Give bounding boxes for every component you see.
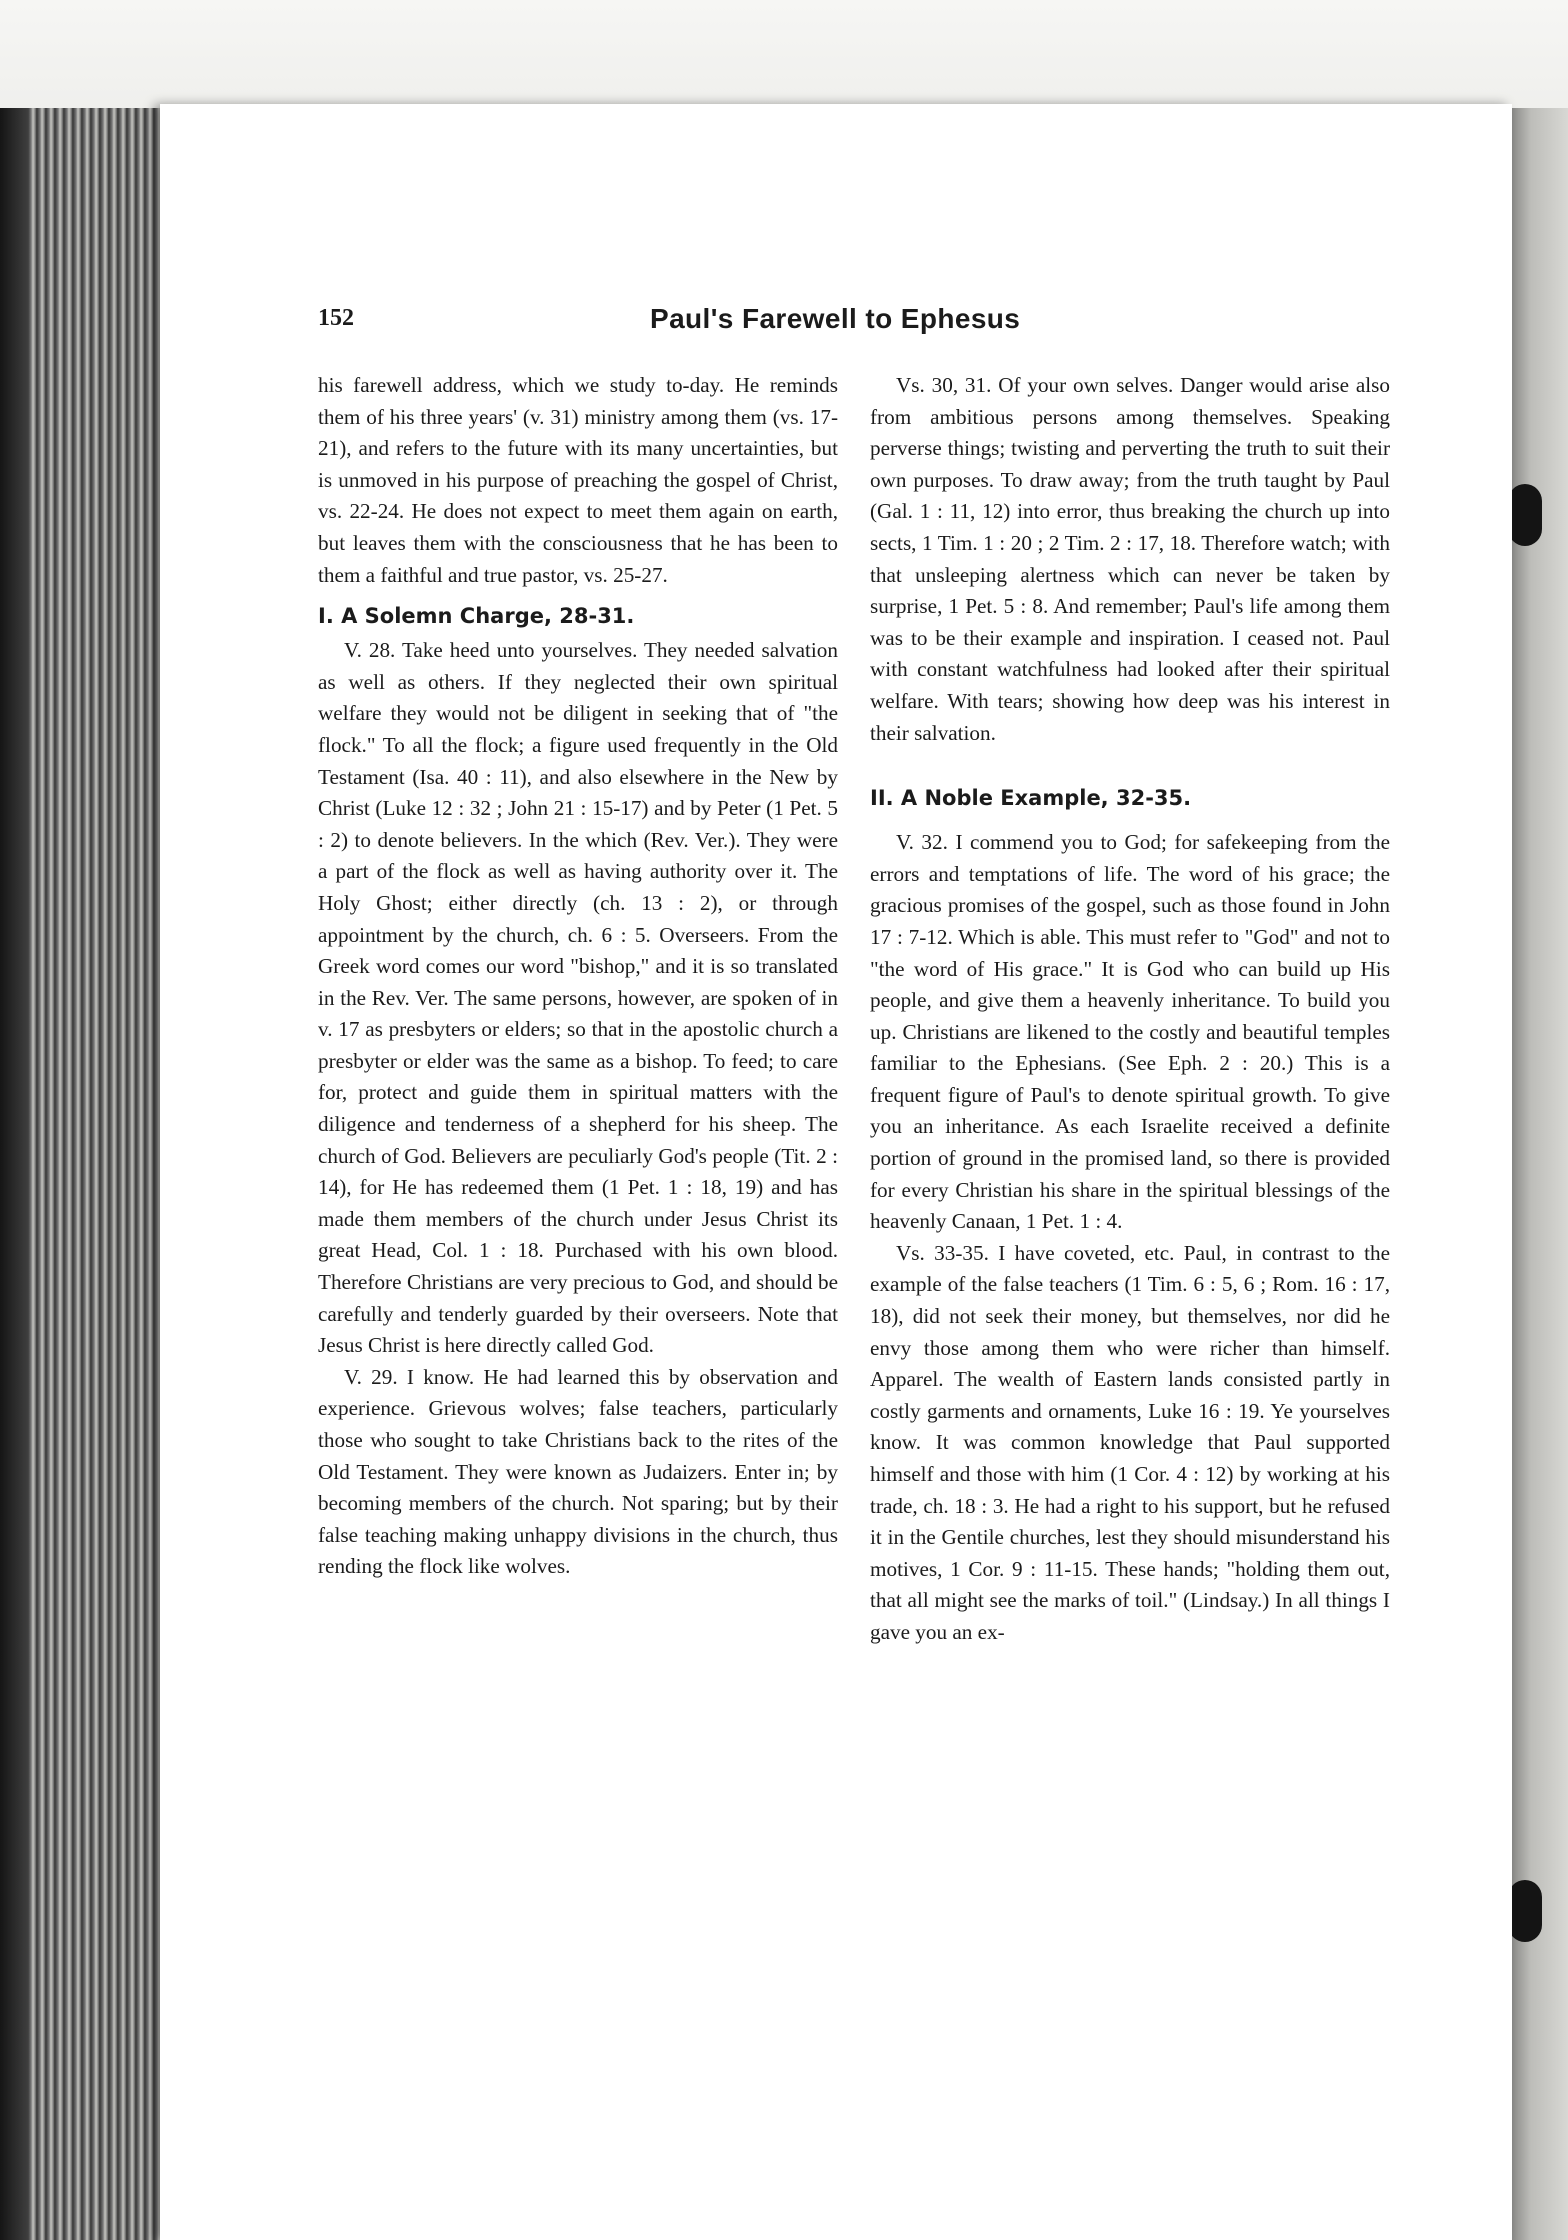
punch-hole-icon [1508,1880,1542,1942]
paragraph-vs33-35: Vs. 33-35. I have coveted, etc. Paul, in contrast to the example of the false teachers (1 Tim. 6 : 5, 6 ; Rom. 16 : 17, 18), did not seek their money, but themselves, nor did he envy those among them who were richer than himself. Apparel. The wealth of Eastern lands consisted partly in costly garments and ornaments, Luke 16 : 19. Ye yourselves know. It was common knowledge that Paul supported himself and those with him (1 Cor. 4 : 12) by working at his trade, ch. 18 : 3. He had a right to his support, but he refused it in the Gentile churches, lest they should misunderstand his motives, 1 Cor. 9 : 11-15. These hands; "holding them out, that all might see the marks of toil." (Lindsay.) In all things I gave you an ex- [870,1240,1390,1644]
right-column [870,370,1390,1649]
heading-gap [870,817,1390,827]
paragraph-vs30-31: Vs. 30, 31. Of your own selves. Danger would arise also from ambitious persons among themselves. Speaking perverse things; twisting and perverting the truth to suit their own purposes. To draw away; from the truth taught by Paul (Gal. 1 : 11, 12) into error, thus breaking the church up into sects, 1 Tim. 1 : 20 ; 2 Tim. 2 : 17, 18. Therefore watch; with that unsleeping alertness which can never be taken by surprise, 1 Pet. 5 : 8. And remember; Paul's life among them was to be their example and inspiration. I ceased not. Paul with constant watchfulness had looked after their spiritual welfare. With tears; showing how deep was his interest in their salvation. [870,373,1390,745]
section-heading-1: I. A Solemn Charge, 28-31. [318,604,635,629]
page-number: 152 [318,305,354,331]
intro-paragraph: his farewell address, which we study to-day. He reminds them of his three years' (v. 31) ministry among them (vs. 17-21), and refers to the future with its many uncertainties, but is unmoved in his purpose of preaching the gospel of Christ, vs. 22-24. He does not expect to meet them again on earth, but leaves them with the consciousness that he has been to them a faithful and true pastor, vs. 25-27. [318,373,838,587]
book-page-edges [28,108,178,2240]
section-heading-2: II. A Noble Example, 32-35. [870,786,1192,811]
left-column [318,370,838,1583]
punch-hole-icon [1508,484,1542,546]
section-gap [870,749,1390,773]
background-top [0,0,1568,118]
running-title: Paul's Farewell to Ephesus [650,303,1021,334]
paragraph-v28: V. 28. Take heed unto yourselves. They needed salvation as well as others. If they neglected their own spiritual welfare they would not be diligent in seeking that of "the flock." To all the flock; a figure used frequently in the Old Testament (Isa. 40 : 11), and also elsewhere in the New by Christ (Luke 12 : 32 ; John 21 : 15-17) and by Peter (1 Pet. 5 : 2) to denote believers. In the which (Rev. Ver.). They were a part of the flock as well as having authority over it. The Holy Ghost; either directly (ch. 13 : 2), or through appointment by the church, ch. 6 : 5. Overseers. From the Greek word comes our word "bishop," and it is so translated in the Rev. Ver. The same persons, however, are spoken of in v. 17 as presbyters or elders; so that in the apostolic church a presbyter or elder was the same as a bishop. To feed; to care for, protect and guide them in spiritual matters with the diligence and tenderness of a shepherd for his sheep. The church of God. Believers are peculiarly God's people (Tit. 2 : 14), for He has redeemed them (1 Pet. 1 : 18, 19) and has made them members of the church under Jesus Christ its great Head, Col. 1 : 18. Purchased with his own blood. Therefore Christians are very precious to God, and should be carefully and tenderly guarded by their overseers. Note that Jesus Christ is here directly called God. [318,638,838,1358]
paragraph-v29: V. 29. I know. He had learned this by observation and experience. Grievous wolves; false teachers, particularly those who sought to take Christians back to the rites of the Old Testament. They were known as Judaizers. Enter in; by becoming members of the church. Not sparing; but by their false teaching making unhappy divisions in the church, thus rending the flock like wolves. [318,1364,838,1579]
paragraph-v32: V. 32. I commend you to God; for safekeeping from the errors and temptations of life. The word of his grace; the gracious promises of the gospel, such as those found in John 17 : 7-12. Which is able. This must refer to "God" and not to "the word of His grace." It is God who can build up His people, and give them a heavenly inheritance. To build you up. Christians are likened to the costly and beautiful temples familiar to the Ephesians. (See Eph. 2 : 20.) This is a frequent figure of Paul's to denote spiritual growth. To give you an inheritance. As each Israelite received a definite portion of ground in the promised land, so there is provided for every Christian his share in the spiritual blessings of the heavenly Canaan, 1 Pet. 1 : 4. [870,830,1390,1234]
